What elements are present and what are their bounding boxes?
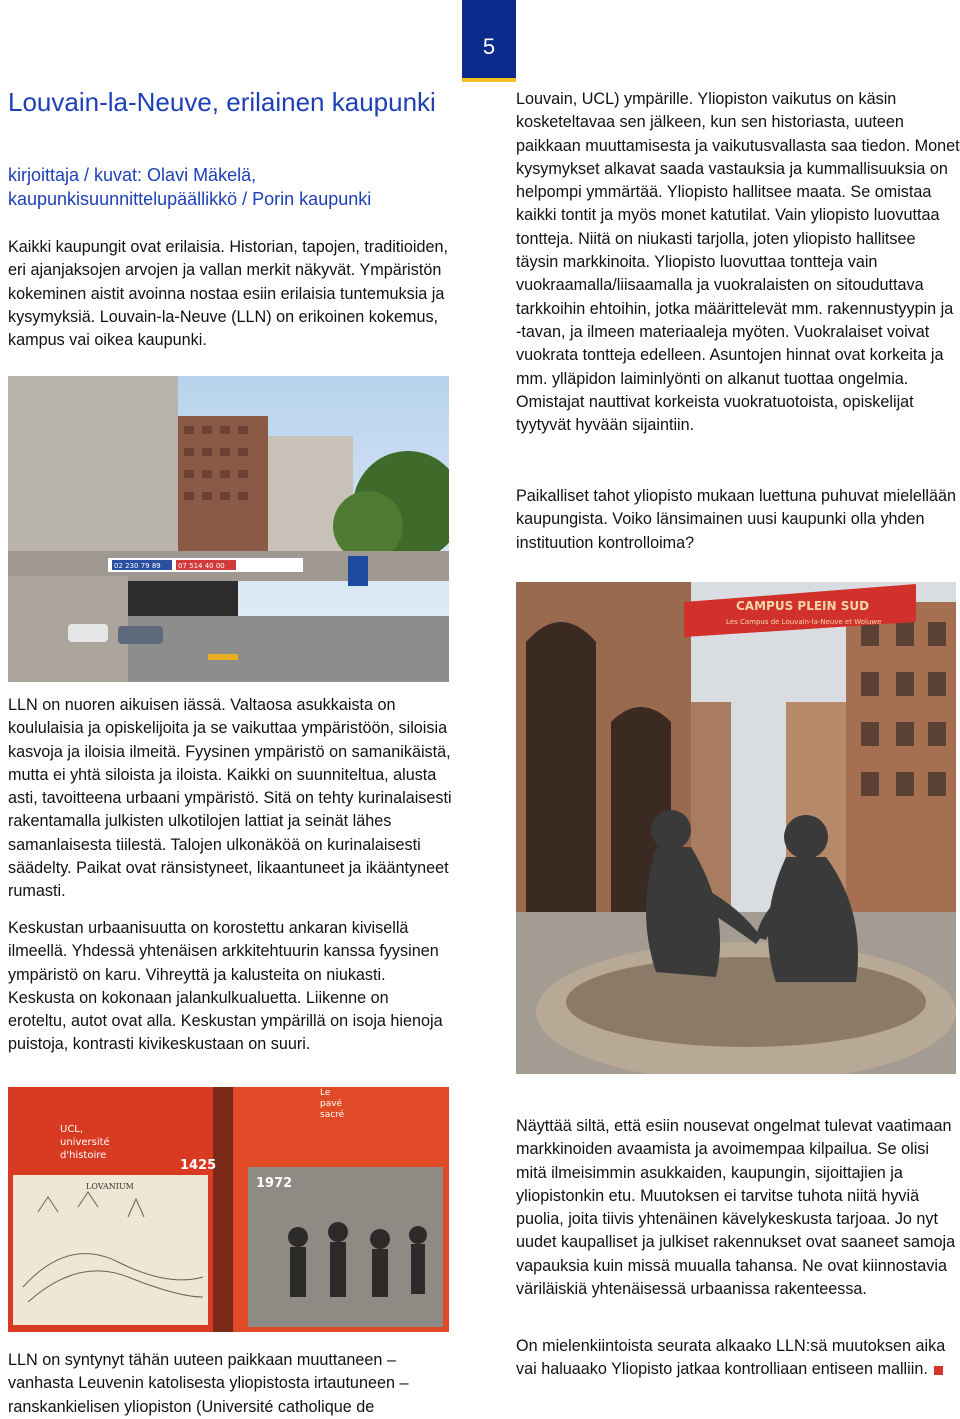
history-panels-image (8, 1087, 449, 1332)
panel2-line2: pavé (320, 1099, 343, 1109)
panel1-line2: université (60, 1137, 110, 1148)
paragraph-university: Louvain, UCL) ympärille. Yliopiston vaikutus on käsin kosketeltavaa sen jälkeen, kun sen historiasta, uuteen paikkaan muuttamisesta ja vaikutusvallasta saa tiedon. Monet kysymykset alkavat saada vastauksia ja kummallisuuksia on helpompi ymmärtää. Yliopisto hallitsee maata. Se omistaa kaikki tontit ja myös monet katutilat. Vain yliopisto luovuttaa tontteja. Niitä on niukasti tarjolla, joten yliopisto hallitsee täysin markkinoita. Yliopisto luovuttaa tontteja vain vuokraamalla/liisaamalla ja vuokralaisten on sitouduttava tarkkoihin ehtoihin, jotka määrittelevät mm. rakennustyypin ja -tavan, ja ilmeen materiaaleja myöten. Vuokralaiset voivat vuokrata tontteja edelleen. Asuntojen hinnat ovat korkeita ja mm. ylläpidon laiminlyönti on alkanut tuottaa ongelmia. Omistajat nauttivat korkeista vuokratuotoista, opiskelijat tyytyvät hyvään sijaintiin. (516, 90, 960, 435)
building-tunnel-image (8, 376, 449, 682)
panel1-year: 1425 (180, 1158, 217, 1173)
paragraph-local-parties: Paikalliset tahot yliopisto mukaan luettuna puhuvat mielellään kaupungista. Voiko länsimainen uusi kaupunki olla yhden instituution kontrolloima? (516, 487, 957, 552)
sign-text-2: 07 514 40 00 (178, 562, 225, 570)
article-byline: kirjoittaja / kuvat: Olavi Mäkelä, kaupunkisuunnittelupäällikkö / Porin kaupunki (8, 165, 372, 209)
article-title: Louvain-la-Neuve, erilainen kaupunki (8, 87, 436, 117)
panel2-year: 1972 (256, 1176, 293, 1191)
photo-building-tunnel (8, 376, 449, 682)
conclusion-text: On mielenkiintoista seurata alkaako LLN:sä muutoksen aika vai haluaako Yliopisto jatkaa kontrolliaan entiseen malliin. (516, 1337, 946, 1379)
banner-text: CAMPUS PLEIN SUD (736, 599, 870, 613)
panel2-line3: sacré (320, 1110, 345, 1120)
panel1-line1: UCL, (60, 1124, 84, 1135)
intro-paragraph: Kaikki kaupungit ovat erilaisia. Historian, tapojen, traditioiden, eri ajanjaksojen arvojen ja vallan merkit näkyvät. Ympäristön kokeminen aistit avoinna nostaa esiin erilaisia tuntemuksia ja kysymyksiä. Louvain-la-Neuve (LLN) on erikoinen kokemus, kampus vai oikea kaupunki. (8, 238, 449, 350)
sign-text-1: 02 230 79 89 (114, 562, 161, 570)
statue-street-image (516, 582, 956, 1074)
panel1-line3: d'histoire (60, 1150, 107, 1161)
end-of-article-mark (934, 1366, 943, 1375)
banner-subtext: Les Campus de Louvain-la-Neuve et Woluwe (726, 618, 882, 626)
panel2-line1: Le (320, 1088, 331, 1098)
photo-history-panels (8, 1087, 449, 1332)
badge-stripe (462, 78, 516, 82)
photo-statue-street (516, 582, 956, 1074)
panel1-caption: LOVANIUM (86, 1182, 134, 1191)
paragraph-problems: Näyttää siltä, että esiin nousevat ongelmat tulevat vaatimaan markkinoiden avaamista ja avoimempaa kilpailua. Se olisi mitä ilmeisimmin asukkaiden, kaupungin, sijoittajien ja yliopistonkin etu. Muutoksen ei tarvitse tuhota niitä hyviä puolia, joita tiivis yhtenäinen kävelykeskusta tarjoaa. Jo nyt uudet kaupalliset ja julkiset rakennukset ovat saaneet samoja vapauksia kuin missä muualla tahansa. Ne ovat kiinnostavia väriläiskiä yhtenäisessä urbaanissa rakenteessa. (516, 1117, 956, 1299)
paragraph-origin: LLN on syntynyt tähän uuteen paikkaan muuttaneen – vanhasta Leuvenin katolisesta yliopistosta irtautuneen – ranskankielisen yliopiston (Université catholique de (8, 1351, 409, 1416)
page-number-badge (462, 0, 516, 82)
paragraph-conclusion (516, 1335, 956, 1382)
paragraph-urban-center: Keskustan urbaanisuutta on korostettu ankaran kivisellä ilmeellä. Yhdessä yhtenäisen arkkitehtuurin kanssa fyysinen ympäristö on karu. Vihreyttä ja kalusteita on niukasti. Keskusta on kokonaan jalankulkualuetta. Liikenne on eroteltu, autot ovat alla. Keskustan ympärillä on isoja hienoja puistoja, kontrasti kivikeskustaan on suuri. (8, 919, 443, 1054)
paragraph-young-adult: LLN on nuoren aikuisen iässä. Valtaosa asukkaista on koululaisia ja opiskelijoita ja se vaikuttaa ympäristöön, siloisia kasvoja ja iloisia ilmeitä. Fyysinen ympäristö on samanikäistä, mutta ei yhtä siloista ja iloista. Kaikki on suunniteltua, alusta asti, tavoitteena urbaani ympäristö. Sitä on tehty kurinalaisesti rakentamalla julkisten ulkotilojen lattiat ja seinät lähes samanlaisesta tiilestä. Talojen ulkonäköä on kurinalaisesti säädelty. Paikat ovat ränsistyneet, likaantuneet ja ikääntyneet rumasti. (8, 696, 452, 901)
page-number: 5 (482, 34, 496, 59)
